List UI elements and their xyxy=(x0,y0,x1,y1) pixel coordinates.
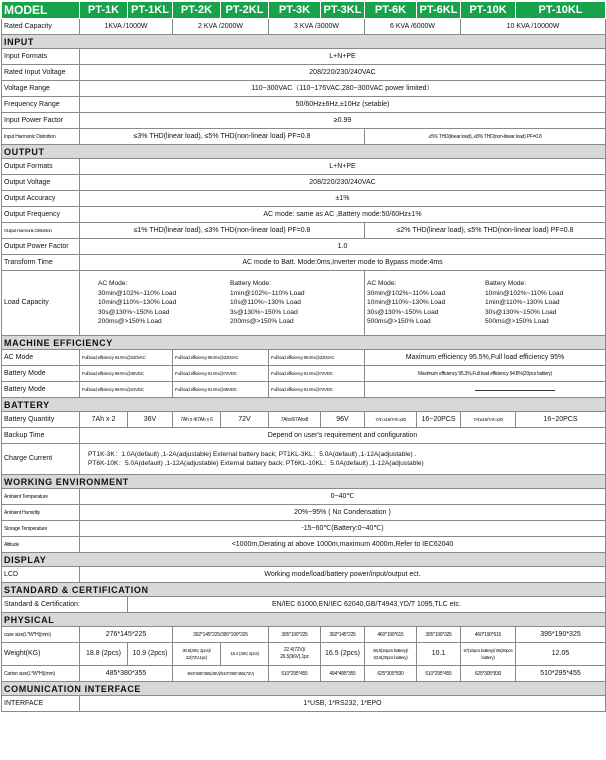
battery-qty-1kl: 36V xyxy=(128,412,173,428)
row-label: Storage Temperature xyxy=(2,521,80,537)
rated-capacity-10k: 10 KVA /10000W xyxy=(461,19,606,35)
model-label: MODEL xyxy=(2,2,80,19)
efficiency-3k: Full load efficiency 95.5%@220VAC xyxy=(269,350,365,366)
row-label: Output Formats xyxy=(2,159,80,175)
input-row xyxy=(2,65,606,81)
row-label: Ambient Temperature xyxy=(2,489,80,505)
interface-row xyxy=(2,696,606,712)
environment-row xyxy=(2,505,606,521)
row-value: EN/IEC 61000,EN/IEC 62040,GB/T4943,YD/T 1095,TLC etc. xyxy=(128,597,606,613)
carton-2k: 494*485*355(48V)/510*295*455(72V) xyxy=(173,666,269,682)
carton-10kl: 510*295*455 xyxy=(516,666,606,682)
spec-sheet xyxy=(1,1,605,758)
output-row xyxy=(2,159,606,175)
weight-2k: 30.6(48V, 2pcs)/ 22(72V,1pc) xyxy=(173,643,221,666)
load-line: 1min@102%~110% Load xyxy=(230,289,305,297)
row-value: Working mode/load/battery power/input/output ect. xyxy=(80,567,606,583)
row-value: 0~40℃ xyxy=(80,489,606,505)
battery-qty-3k: 7Ahx6/7Ahx8 xyxy=(269,412,321,428)
row-label: Input Formats xyxy=(2,49,80,65)
battery-qty-6k: 7Ah x16/7Ah x20 xyxy=(365,412,417,428)
rated-capacity-row xyxy=(2,19,606,35)
row-value: AC mode: same as AC ,Battery mode:50/60Hz±1% xyxy=(80,207,606,223)
output-pf-row xyxy=(2,239,606,255)
output-thd-row xyxy=(2,223,606,239)
model-pt-1k: PT-1K xyxy=(80,2,128,19)
standard-row xyxy=(2,597,606,613)
input-row xyxy=(2,113,606,129)
case-2k: 392*145*225/395*190*325 xyxy=(173,627,269,643)
section-input xyxy=(2,35,606,49)
charge-line: PT6K-10K：5.0A(default) ,1-12A(adjustable) External battery back; PT6KL-10KL：5.0A(default) ,1-12A(adjustable) xyxy=(88,460,424,467)
row-label: Input Power Factor xyxy=(2,113,80,129)
row-value: 208/220/230/240VAC xyxy=(80,65,606,81)
case-3k: 395*190*225 xyxy=(269,627,321,643)
charge-current-value xyxy=(80,444,606,475)
row-label: Voltage Range xyxy=(2,81,80,97)
efficiency-2kl: Full load efficiency 91.5%@48VDC xyxy=(173,382,269,398)
load-battery-mode-1k-3k xyxy=(230,279,362,327)
section-title: WORKING ENVIRONMENT xyxy=(2,475,606,489)
section-standard xyxy=(2,583,606,597)
efficiency-1kl: Full load efficiency 89.5%@24VDC xyxy=(80,382,173,398)
divider xyxy=(475,390,555,391)
case-6kl: 395*190*325 xyxy=(417,627,461,643)
section-title: MACHINE EFFICIENCY xyxy=(2,336,606,350)
row-label: Output Power Factor xyxy=(2,239,80,255)
carton-6kl: 510*295*455 xyxy=(417,666,461,682)
weight-1kl: 10.9 (2pcs) xyxy=(128,643,173,666)
row-label: Rated Input Voltage xyxy=(2,65,80,81)
row-label: Battery Mode xyxy=(2,382,80,398)
row-value: 20%~95% ( No Condensation ) xyxy=(80,505,606,521)
row-value: 50/60Hz±6Hz,±10Hz (setable) xyxy=(80,97,606,113)
row-value: 1*USB, 1*RS232, 1*EPO xyxy=(80,696,606,712)
model-pt-10k: PT-10K xyxy=(461,2,516,19)
row-label: AC Mode xyxy=(2,350,80,366)
weight-10kl: 12.05 xyxy=(516,643,606,666)
efficiency-6k-10k: Maximum efficiency 95.5%,Full load efficiency 95% xyxy=(365,350,606,366)
load-line: 10min@102%~110% Load xyxy=(485,289,564,297)
efficiency-ac-row xyxy=(2,350,606,366)
row-value: -15~60℃(Battery:0~40℃) xyxy=(80,521,606,537)
row-label: Output Harmonic Distortion xyxy=(2,223,80,239)
efficiency-1k: Full load efficiency 94.5%@220VAC xyxy=(80,350,173,366)
load-line: Battery Mode: xyxy=(485,280,527,288)
load-line: 10min@110%~130% Load xyxy=(367,299,446,307)
efficiency-2k: Full load efficiency 91.5%@72VDC xyxy=(173,366,269,382)
row-label: Carton size(L*W*H)(mm) xyxy=(2,666,80,682)
weight-row xyxy=(2,643,606,666)
output-row xyxy=(2,207,606,223)
load-line: 30s@130%~150% Load xyxy=(98,308,170,316)
load-battery-mode-6k-10k xyxy=(485,279,603,327)
row-label: Weight(KG) xyxy=(2,643,80,666)
row-label: Output Voltage xyxy=(2,175,80,191)
row-value: L+N+PE xyxy=(80,49,606,65)
load-capacity-row xyxy=(2,271,606,336)
output-thd-high: ≤2% THD(linear load), ≤5% THD(non-linear load) PF=0.8 xyxy=(365,223,606,239)
carton-1k: 485*380*355 xyxy=(80,666,173,682)
input-thd-row xyxy=(2,129,606,145)
backup-time-row xyxy=(2,428,606,444)
row-value: 110~300VAC（110~176VAC,280~300VAC power limited） xyxy=(80,81,606,97)
row-label: Altitude xyxy=(2,537,80,553)
weight-3k: 22.4(72V)/ 26.5(96V),1pc xyxy=(269,643,321,666)
rated-capacity-2k: 2 KVA /2000W xyxy=(173,19,269,35)
battery-qty-10k: 7Ahx16/7Ah x20 xyxy=(461,412,516,428)
section-title: OUTPUT xyxy=(2,145,606,159)
model-pt-6k: PT-6K xyxy=(365,2,417,19)
model-header-row xyxy=(2,2,606,19)
load-line: 30min@102%~110% Load xyxy=(367,289,446,297)
efficiency-1k: Full load efficiency 89.5%@36VDC xyxy=(80,366,173,382)
output-row xyxy=(2,175,606,191)
row-label: Output Accuracy xyxy=(2,191,80,207)
battery-qty-10kl: 16~20PCS xyxy=(516,412,606,428)
model-pt-3k: PT-3K xyxy=(269,2,321,19)
model-pt-6kl: PT-6KL xyxy=(417,2,461,19)
row-label: Standard & Certification: xyxy=(2,597,128,613)
load-ac-mode-1k-3k xyxy=(98,279,230,327)
rated-capacity-6k: 6 KVA /6000W xyxy=(365,19,461,35)
weight-1k: 18.8 (2pcs) xyxy=(80,643,128,666)
row-value: ±1% xyxy=(80,191,606,207)
carton-6k: 625*305*830 xyxy=(365,666,417,682)
row-label: Battery Quantity xyxy=(2,412,80,428)
output-row xyxy=(2,191,606,207)
efficiency-battery-row-long xyxy=(2,382,606,398)
section-efficiency xyxy=(2,336,606,350)
section-title: STANDARD & CERTIFICATION xyxy=(2,583,606,597)
load-ac-mode-6k-10k xyxy=(367,279,485,327)
load-capacity-high xyxy=(365,271,606,336)
rated-capacity-1k: 1KVA /1000W xyxy=(80,19,173,35)
load-line: AC Mode: xyxy=(98,280,128,288)
weight-3kl: 16.5 (2pcs) xyxy=(321,643,365,666)
row-label: Output Frequency xyxy=(2,207,80,223)
load-line: 10s@110%~130% Load xyxy=(230,299,301,307)
charge-current-row xyxy=(2,444,606,475)
load-line: 3s@130%~150% Load xyxy=(230,308,298,316)
load-line: 200ms@>150% Load xyxy=(230,318,294,326)
model-pt-2k: PT-2K xyxy=(173,2,221,19)
section-title: PHYSICAL xyxy=(2,613,606,627)
efficiency-2k: Full load efficiency 95.5%@220VAC xyxy=(173,350,269,366)
weight-6kl: 10.1 xyxy=(417,643,461,666)
section-environment xyxy=(2,475,606,489)
input-row xyxy=(2,97,606,113)
environment-row xyxy=(2,489,606,505)
row-value: AC mode to Batt. Mode:0ms,Inverter mode to Bypass mode:4ms xyxy=(80,255,606,271)
rated-capacity-3k: 3 KVA /3000W xyxy=(269,19,365,35)
row-label: Load Capacity xyxy=(2,271,80,336)
load-line: 30min@102%~110% Load xyxy=(98,289,177,297)
case-10kl: 395*190*325 xyxy=(516,627,606,643)
carton-10k: 625*305*830 xyxy=(461,666,516,682)
efficiency-3kl: Full load efficiency 91.5%@72VDC xyxy=(269,382,365,398)
weight-6k: 55.8(16pcs battery)/ 63.8(20pcs battery) xyxy=(365,643,417,666)
transform-time-row xyxy=(2,255,606,271)
battery-qty-1k: 7Ah x 2 xyxy=(80,412,128,428)
carton-size-row xyxy=(2,666,606,682)
battery-qty-2kl: 72V xyxy=(221,412,269,428)
row-value: 1.0 xyxy=(80,239,606,255)
section-output xyxy=(2,145,606,159)
load-line: Battery Mode: xyxy=(230,280,272,288)
input-thd-low: ≤3% THD(linear load), ≤5% THD(non-linear load) PF=0.8 xyxy=(80,129,365,145)
model-pt-1kl: PT-1KL xyxy=(128,2,173,19)
load-line: 30s@130%~150% Load xyxy=(485,308,557,316)
section-title: BATTERY xyxy=(2,398,606,412)
case-10k: 460*190*615 xyxy=(461,627,516,643)
load-line: 10min@110%~130% Load xyxy=(98,299,177,307)
spec-table xyxy=(1,1,606,712)
section-title: DISPLAY xyxy=(2,553,606,567)
efficiency-3k: Full load efficiency 91.5%@72VDC xyxy=(269,366,365,382)
case-size-row xyxy=(2,627,606,643)
input-row xyxy=(2,81,606,97)
battery-quantity-row xyxy=(2,412,606,428)
model-pt-2kl: PT-2KL xyxy=(221,2,269,19)
case-3kl: 392*145*225 xyxy=(321,627,365,643)
model-pt-3kl: PT-3KL xyxy=(321,2,365,19)
weight-10k: 57(16pcs battery)/ 65(20pcs battery) xyxy=(461,643,516,666)
carton-3k: 510*295*455 xyxy=(269,666,321,682)
environment-row xyxy=(2,537,606,553)
environment-row xyxy=(2,521,606,537)
row-label: Battery Mode xyxy=(2,366,80,382)
load-line: 500ms@>150% Load xyxy=(485,318,549,326)
load-line: 1min@110%~130% Load xyxy=(485,299,560,307)
section-battery xyxy=(2,398,606,412)
output-thd-low: ≤1% THD(linear load), ≤3% THD(non-linear load) PF=0.8 xyxy=(80,223,365,239)
row-value: <1000m,Derating at above 1000m,maximum 4000m,Refer to IEC62040 xyxy=(80,537,606,553)
case-1k: 276*145*225 xyxy=(80,627,173,643)
input-thd-high: ≤5% THD(linear load), ≤8% THD(non-linear load) PF=0.8 xyxy=(365,129,606,145)
model-pt-10kl: PT-10KL xyxy=(516,2,606,19)
section-communication xyxy=(2,682,606,696)
rated-capacity-label: Rated Capacity xyxy=(2,19,80,35)
row-label: Backup Time xyxy=(2,428,80,444)
row-label: Ambient Humidity xyxy=(2,505,80,521)
row-value: Depend on user's requirement and configuration xyxy=(80,428,606,444)
row-value: L+N+PE xyxy=(80,159,606,175)
battery-qty-3kl: 96V xyxy=(321,412,365,428)
battery-qty-2k: 7Ah x 4/7Ah x 6 xyxy=(173,412,221,428)
load-line: 500ms@>150% Load xyxy=(367,318,431,326)
section-display xyxy=(2,553,606,567)
row-label: Charge Current xyxy=(2,444,80,475)
row-label: Transform Time xyxy=(2,255,80,271)
load-line: 200ms@>150% Load xyxy=(98,318,162,326)
row-label: Frequency Range xyxy=(2,97,80,113)
section-physical xyxy=(2,613,606,627)
load-capacity-low xyxy=(80,271,365,336)
charge-line: PT1K-3K：1.0A(default) ,1-2A(adjustable) External battery back; PT1KL-3KL：5.0A(default) ,1-12A(adjustable) . xyxy=(88,451,417,458)
section-title: COMUNICATION INTERFACE xyxy=(2,682,606,696)
efficiency-6k-10k: Maximum efficiency 95.3%,Full load efficiency 94.8%(20pcs battery) xyxy=(365,366,606,382)
load-line: 30s@130%~150% Load xyxy=(367,308,439,316)
row-label: INTERFACE xyxy=(2,696,80,712)
efficiency-battery-row xyxy=(2,366,606,382)
carton-3kl: 494*485*355 xyxy=(321,666,365,682)
efficiency-empty xyxy=(365,382,606,398)
row-label: case size(L*W*H)(mm) xyxy=(2,627,80,643)
row-label: LCD xyxy=(2,567,80,583)
row-value: 208/220/230/240VAC xyxy=(80,175,606,191)
input-row xyxy=(2,49,606,65)
lcd-row xyxy=(2,567,606,583)
weight-2kl: 15.4 (48V, 2pcs) xyxy=(221,643,269,666)
battery-qty-6kl: 16~20PCS xyxy=(417,412,461,428)
row-label: Input Harmonic Distortion xyxy=(2,129,80,145)
case-6k: 460*190*615 xyxy=(365,627,417,643)
row-value: ≥0.99 xyxy=(80,113,606,129)
load-line: AC Mode: xyxy=(367,280,397,288)
section-title: INPUT xyxy=(2,35,606,49)
